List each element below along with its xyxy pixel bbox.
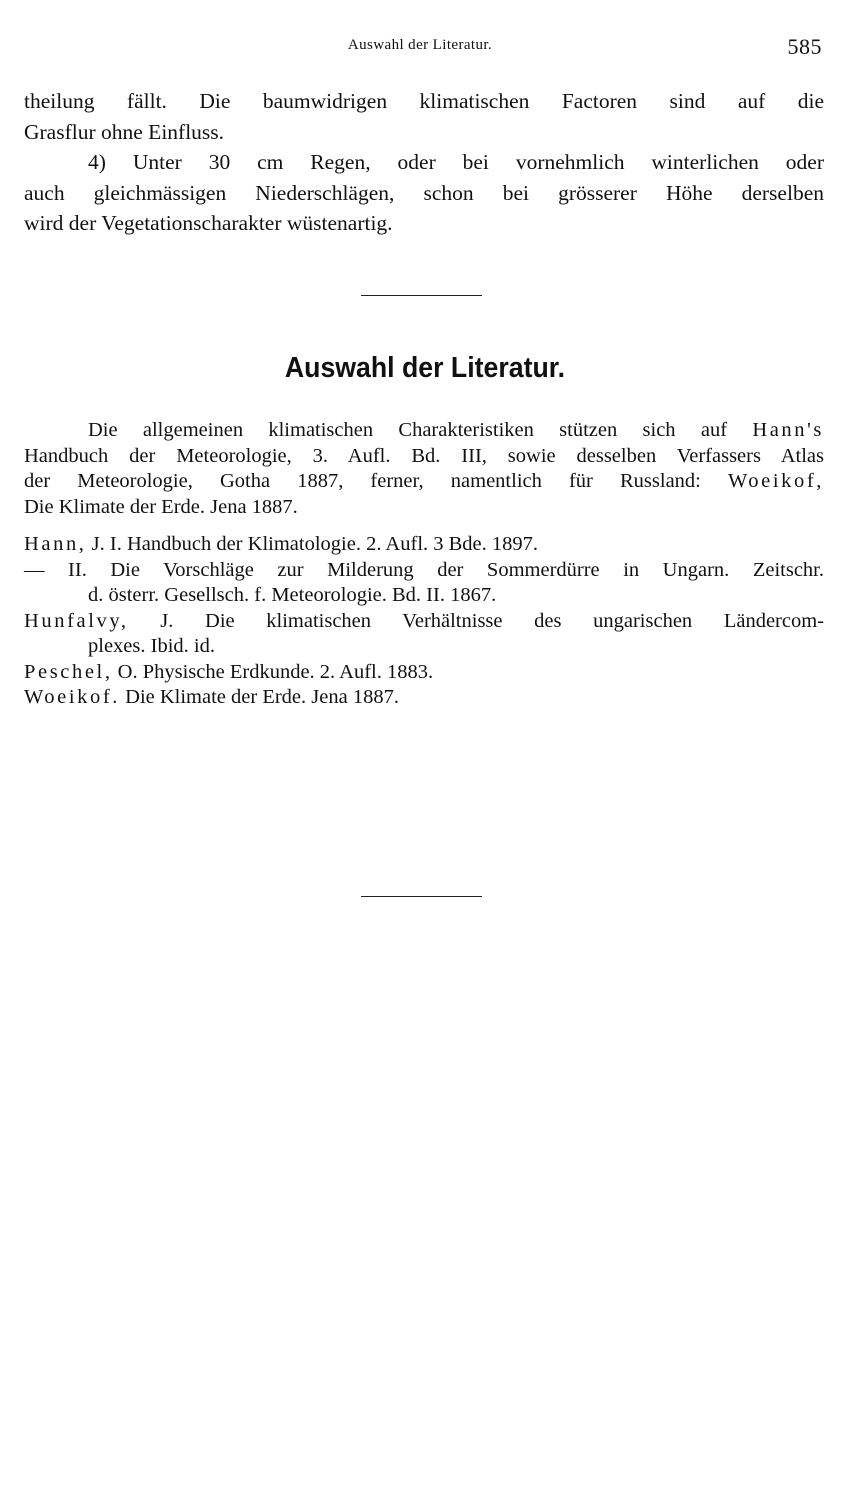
reference-text: J. I. Handbuch der Klimatologie. 2. Aufl. 3 Bde. 1897.	[86, 533, 539, 555]
text-line: — II. Die Vorschläge zur Milderung der Sommerdürre in Ungarn. Zeitschr.	[24, 558, 824, 581]
literature-intro	[24, 418, 824, 520]
reference-text: Die Klimate der Erde. Jena 1887.	[120, 686, 399, 708]
page-number: 585	[787, 34, 822, 59]
text-line: Die Klimate der Erde. Jena 1887.	[24, 495, 298, 518]
reference-entry	[24, 660, 824, 686]
author-name: Hunfalvy,	[24, 609, 129, 632]
text-line: Grasflur ohne Einfluss.	[24, 119, 225, 144]
text-line	[24, 469, 824, 495]
text-line	[24, 418, 824, 444]
reference-text: J. Die klimatischen Verhältnisse des ungarischen Ländercom-	[128, 609, 824, 632]
text-line	[24, 685, 824, 711]
author-name: Woeikof.	[24, 686, 121, 708]
text-line	[24, 532, 824, 558]
running-header	[0, 34, 850, 58]
author-name: Woeikof,	[727, 470, 824, 492]
reference-entry	[24, 609, 824, 660]
text-line	[24, 660, 824, 686]
text-line: Handbuch der Meteorologie, 3. Aufl. Bd. III, sowie desselben Verfassers Atlas	[24, 444, 824, 467]
text-run: Die allgemeinen klimatischen Charakteristiken stützen sich auf	[88, 419, 753, 441]
text-line: plexes. Ibid. id.	[88, 635, 215, 657]
reference-entry	[24, 558, 824, 609]
section-heading: Auswahl der Literatur.	[284, 352, 566, 384]
author-name: Hann,	[24, 533, 87, 555]
reference-entry	[24, 685, 824, 711]
reference-text: O. Physische Erdkunde. 2. Aufl. 1883.	[112, 660, 434, 683]
paragraph-item-4	[24, 147, 824, 239]
author-name: Hann's	[752, 419, 824, 441]
text-line: theilung fällt. Die baumwidrigen klimatischen Factoren sind auf die	[24, 89, 824, 113]
end-divider	[361, 896, 482, 897]
text-line: 4) Unter 30 cm Regen, oder bei vornehmlich winterlichen oder	[88, 150, 824, 174]
text-line: d. österr. Gesellsch. f. Meteorologie. Bd. II. 1867.	[88, 584, 497, 606]
text-run: der Meteorologie, Gotha 1887, ferner, namentlich für Russland:	[24, 470, 728, 492]
running-title: Auswahl der Literatur.	[347, 37, 493, 53]
reference-entry	[24, 532, 824, 558]
author-name: Peschel,	[24, 660, 113, 683]
reference-list	[24, 532, 824, 711]
text-line: auch gleichmässigen Niederschlägen, schon bei grösserer Höhe derselben	[24, 180, 824, 205]
text-line	[24, 609, 824, 635]
section-divider	[361, 295, 482, 296]
text-line: wird der Vegetationscharakter wüstenartig.	[24, 211, 393, 235]
paragraph-continuation	[24, 86, 824, 147]
